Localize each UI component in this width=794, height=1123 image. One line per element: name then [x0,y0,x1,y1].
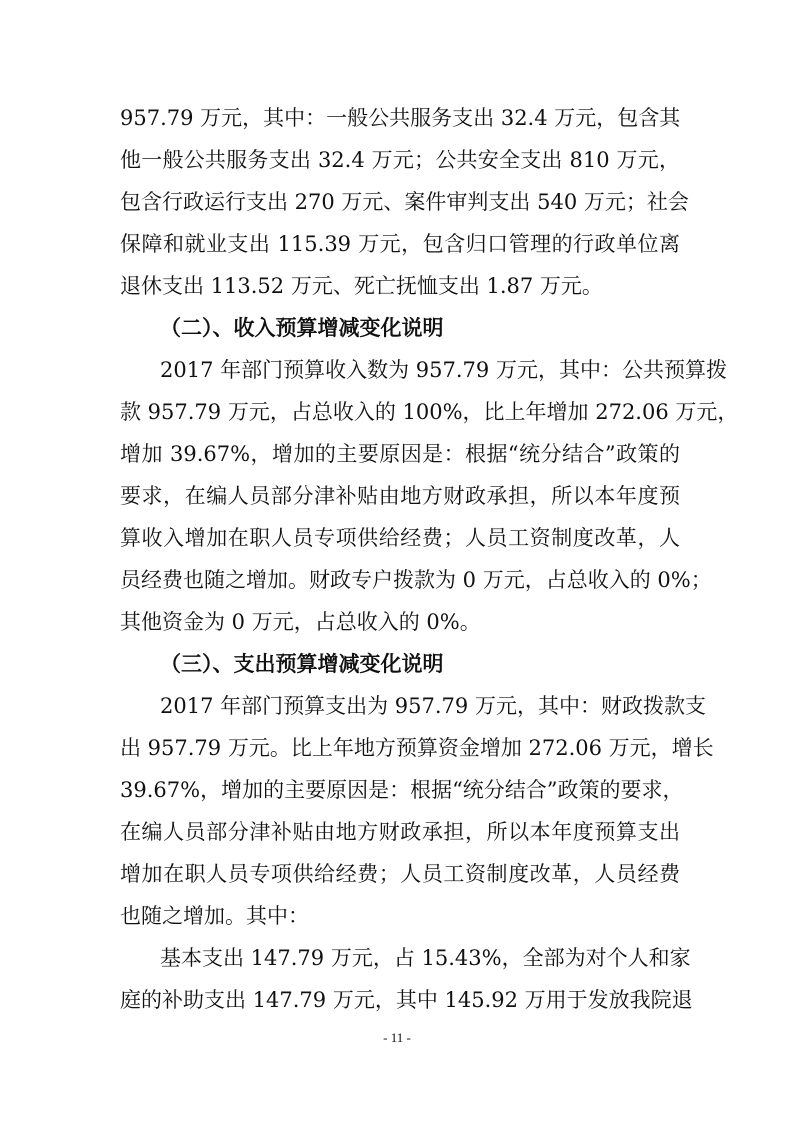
body-text-line: 增加在职人员专项供给经费；人员工资制度改革，人员经费 [120,862,680,886]
body-text-line: 保障和就业支出 115.39 万元，包含归口管理的行政单位离 [120,232,680,256]
section-heading-income: （二）、收入预算增减变化说明 [160,315,444,340]
body-text-line: 出 957.79 万元。比上年地方预算资金增加 272.06 万元，增长 [120,736,714,760]
body-text-line: 退休支出 113.52 万元、死亡抚恤支出 1.87 万元。 [120,274,603,298]
body-text-line: 其他资金为 0 万元，占总收入的 0%。 [120,610,481,634]
page-number: - 11 - [383,1030,411,1045]
body-text-line: 也随之增加。其中： [120,904,309,928]
body-text-line: 基本支出 147.79 万元，占 15.43%，全部为对个人和家 [160,946,691,970]
body-text-line: 957.79 万元，其中：一般公共服务支出 32.4 万元，包含其 [120,106,681,130]
body-text-line: 增加 39.67%，增加的主要原因是：根据“统分结合”政策的 [120,442,680,466]
body-text-line: 在编人员部分津补贴由地方财政承担，所以本年度预算支出 [120,820,680,844]
body-text-line: 39.67%，增加的主要原因是：根据“统分结合”政策的要求， [120,778,684,802]
body-text-line: 庭的补助支出 147.79 万元，其中 145.92 万用于发放我院退 [120,988,693,1012]
body-text-line: 2017 年部门预算支出为 957.79 万元，其中：财政拨款支 [160,694,706,718]
body-text-line: 要求，在编人员部分津补贴由地方财政承担，所以本年度预 [120,484,680,508]
body-text-line: 他一般公共服务支出 32.4 万元；公共安全支出 810 万元， [120,148,680,172]
section-heading-expenditure: （三）、支出预算增减变化说明 [160,651,444,676]
body-text-line: 算收入增加在职人员专项供给经费；人员工资制度改革，人 [120,526,680,550]
body-text-line: 员经费也随之增加。财政专户拨款为 0 万元，占总收入的 0%； [120,568,712,592]
body-text-line: 款 957.79 万元，占总收入的 100%，比上年增加 272.06 万元， [120,400,739,424]
body-text-line: 包含行政运行支出 270 万元、案件审判支出 540 万元；社会 [120,190,689,214]
body-text-line: 2017 年部门预算收入数为 957.79 万元，其中：公共预算拨 [160,358,727,382]
